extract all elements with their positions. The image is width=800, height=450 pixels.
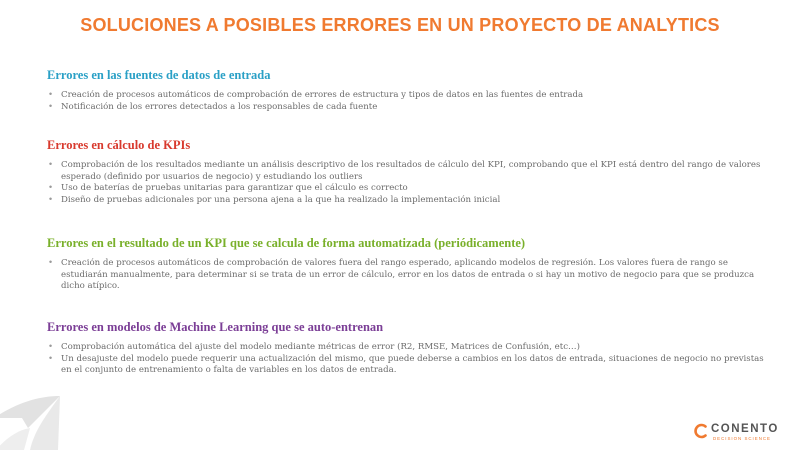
logo-name: CONENTO — [711, 423, 779, 435]
bullet-list — [47, 90, 777, 113]
bullet-list — [47, 258, 777, 293]
bullet-item: • Un desajuste del modelo puede requerir una actualización del mismo, que puede deberse a cambios en los datos de entrada, situaciones de negocio no previstas en el conjunto de entrenamiento o falta de variables en los datos de entrada. — [47, 354, 777, 377]
conento-logo-icon — [693, 423, 709, 439]
section-automated-kpi — [47, 236, 777, 293]
bullet-list — [47, 160, 777, 206]
slide-title: SOLUCIONES A POSIBLES ERRORES EN UN PROYECTO DE ANALYTICS — [80, 15, 720, 35]
section-title: Errores en cálculo de KPIs — [47, 138, 191, 152]
section-title: Errores en las fuentes de datos de entrada — [47, 68, 271, 82]
section-machine-learning — [47, 320, 777, 377]
section-title: Errores en el resultado de un KPI que se calcula de forma automatizada (periódicamente) — [47, 236, 526, 250]
logo-tagline: DECISION SCIENCE — [713, 436, 771, 441]
bullet-item: • Comprobación automática del ajuste del modelo mediante métricas de error (R2, RMSE, Matrices de Confusión, etc…) — [47, 342, 777, 354]
bullet-item: • Creación de procesos automáticos de comprobación de valores fuera del rango esperado, aplicando modelos de regresión. Los valores fuera de rango se estudiarán manualmente, para determinar si se trata de un error de cálculo, error en los datos de entrada o si hay un motivo de negocio para que se produzca dicho atípico. — [47, 258, 777, 293]
section-data-sources — [47, 68, 777, 113]
bullet-item: • Diseño de pruebas adicionales por una persona ajena a la que ha realizado la implementación inicial — [47, 195, 777, 207]
section-kpi-calculation — [47, 138, 777, 206]
section-title: Errores en modelos de Machine Learning que se auto-entrenan — [47, 320, 384, 334]
decorative-arrow-icon — [0, 388, 80, 450]
bullet-list — [47, 342, 777, 377]
bullet-item: • Creación de procesos automáticos de comprobación de errores de estructura y tipos de datos en las fuentes de entrada — [47, 90, 777, 102]
bullet-item: • Comprobación de los resultados mediante un análisis descriptivo de los resultados de cálculo del KPI, comprobando que el KPI está dentro del rango de valores esperado (definido por usuarios de negocio) y estudiando los outliers — [47, 160, 777, 183]
bullet-item: • Notificación de los errores detectados a los responsables de cada fuente — [47, 102, 777, 114]
bullet-item: • Uso de baterías de pruebas unitarias para garantizar que el cálculo es correcto — [47, 183, 777, 195]
conento-logo — [693, 421, 793, 445]
